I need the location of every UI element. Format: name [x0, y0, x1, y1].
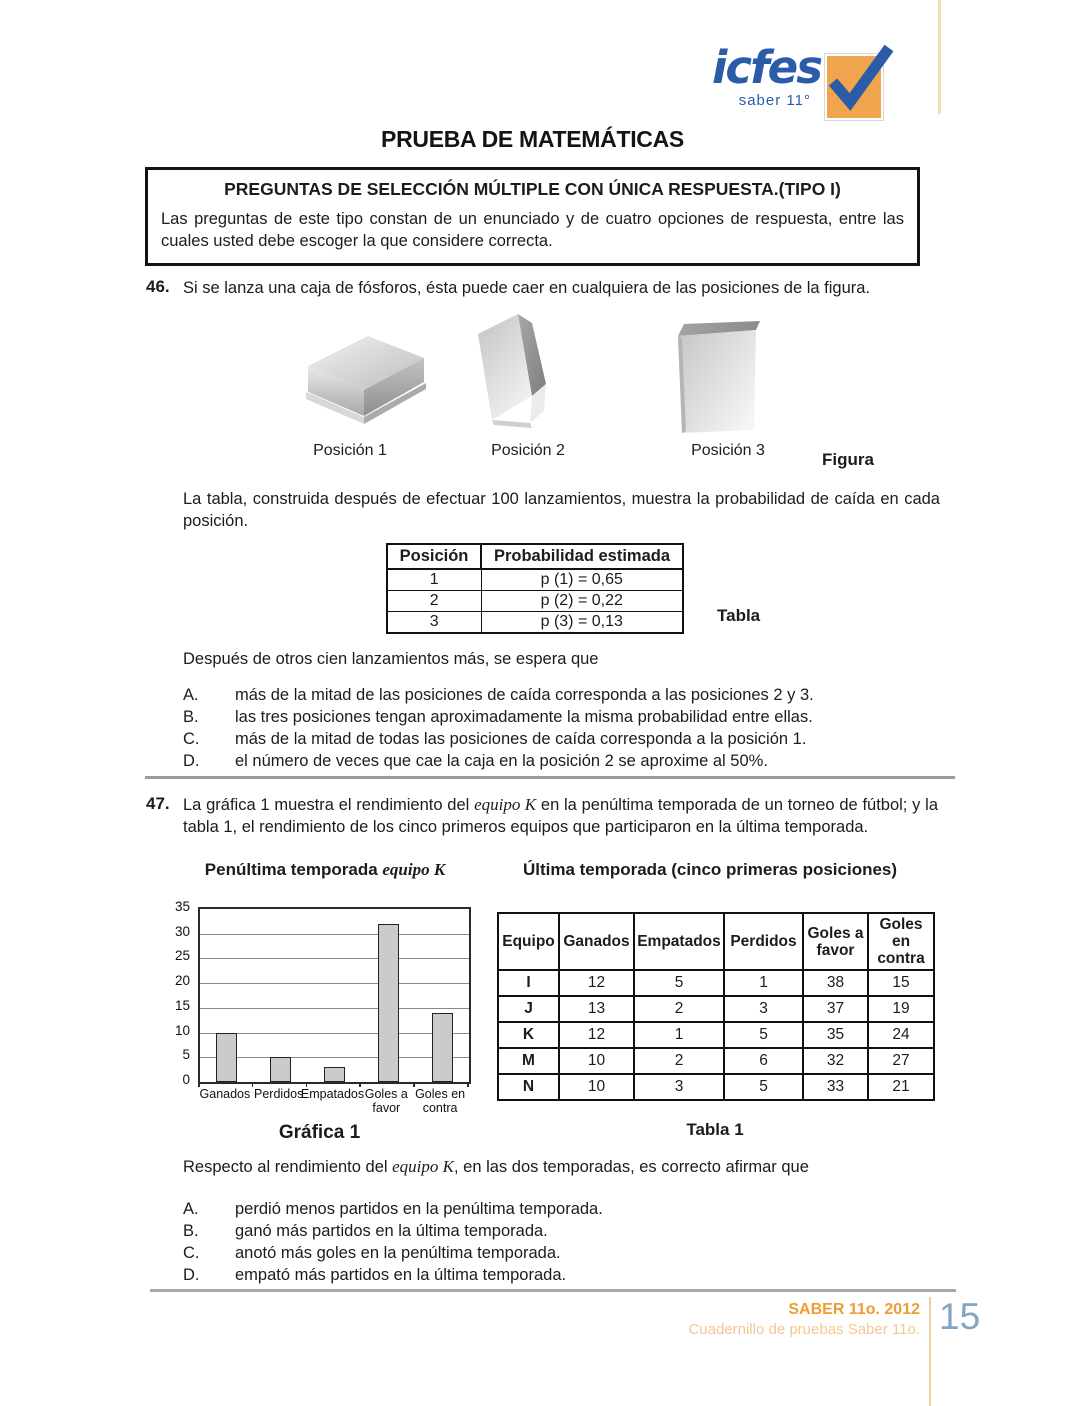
standings-header-row: [498, 913, 934, 970]
table1-caption: Tabla 1: [686, 1120, 744, 1139]
chart-ytick-label: 5: [182, 1047, 190, 1063]
option-text: el número de veces que cae la caja en la posición 2 se aproxime al 50%.: [235, 752, 768, 770]
q47-stem: [183, 1156, 940, 1178]
column-header: Empatados: [634, 913, 724, 970]
column-header: Goles a favor: [803, 913, 868, 970]
table-cell: p (1) = 0,65: [481, 569, 683, 591]
table-cell: 3: [634, 1074, 724, 1100]
table-cell: 1: [724, 970, 803, 996]
table-cell: 2: [387, 591, 481, 612]
table-cell: 12: [559, 1022, 634, 1048]
table-cell: J: [498, 996, 559, 1022]
table-heading: Última temporada (cinco primeras posiciones): [522, 860, 898, 879]
table-cell: 33: [803, 1074, 868, 1100]
chart-ytick-label: 35: [174, 899, 190, 914]
q47-options: [183, 1198, 943, 1286]
top-right-rule: [938, 0, 941, 114]
chart-xtick-label: Perdidos: [254, 1087, 304, 1101]
chart-bar-ganados: [216, 1033, 237, 1082]
option-text: más de la mitad de todas las posiciones de caída corresponda a la posición 1.: [235, 730, 807, 748]
section-divider: [145, 776, 955, 779]
chart-xtick-label: Ganados: [199, 1087, 251, 1101]
chart-ytick-label: 0: [182, 1072, 190, 1087]
matchbox-position1-figure: [292, 316, 432, 434]
table-cell: 38: [803, 970, 868, 996]
chart-xtick-label: Goles a favor: [364, 1087, 408, 1115]
chart-ytick-label: 10: [174, 1022, 190, 1038]
option-text: anotó más goles en la penúltima temporada.: [235, 1244, 561, 1262]
matchbox-position3-figure: [662, 312, 772, 434]
table-cell: 21: [868, 1074, 934, 1100]
table-row: [498, 970, 934, 996]
option-letter: C.: [183, 730, 200, 748]
footer-divider: [150, 1289, 956, 1292]
table-cell: N: [498, 1074, 559, 1100]
logo-orange-box: [825, 54, 883, 120]
column-header: Ganados: [559, 913, 634, 970]
option-c: [183, 728, 943, 750]
table-row: [387, 569, 683, 591]
chart-heading-bold: Penúltima temporada: [204, 860, 383, 879]
footer: [600, 1300, 920, 1340]
chart-ytick-label: 30: [174, 923, 190, 939]
logo-text-column: [712, 41, 821, 109]
bar-chart: [152, 898, 492, 1126]
instruction-box-title: PREGUNTAS DE SELECCIÓN MÚLTIPLE CON ÚNICA RESPUESTA.(TIPO I): [224, 179, 841, 199]
table-cell: 3: [724, 996, 803, 1022]
position2-label: Posición 2: [491, 442, 565, 459]
position3-label: Posición 3: [691, 442, 765, 459]
table-cell: 27: [868, 1048, 934, 1074]
chart-heading: [175, 860, 475, 880]
table-cell: 12: [559, 970, 634, 996]
option-a: [183, 684, 943, 706]
table-cell: 19: [868, 996, 934, 1022]
table-row: [387, 591, 683, 612]
chart-heading-italic: equipo K: [382, 860, 446, 879]
option-letter: D.: [183, 1266, 200, 1284]
table-cell: p (3) = 0,13: [481, 612, 683, 634]
q47-prompt-italic: equipo K: [474, 795, 537, 814]
option-text: más de la mitad de las posiciones de caída corresponda a las posiciones 2 y 3.: [235, 686, 814, 704]
table-cell: 32: [803, 1048, 868, 1074]
chart-bar-perdidos: [270, 1057, 291, 1082]
column-header: Equipo: [498, 913, 559, 970]
probability-table-header: Probabilidad estimada: [481, 544, 683, 569]
q47-prompt-text: en la penúltima temporada de un torneo de fútbol; y la tabla 1, el rendimiento de los cinco primeros equipos que participaron en la última temporada.: [183, 796, 939, 836]
icfes-logo: [712, 40, 922, 122]
option-letter: D.: [183, 752, 200, 770]
logo-wordmark: icfes: [712, 41, 821, 94]
chart-ytick-label: 25: [174, 948, 190, 964]
table-cell: I: [498, 970, 559, 996]
option-letter: B.: [183, 708, 199, 726]
chart-caption: Gráfica 1: [278, 1122, 361, 1143]
table-cell: 5: [634, 970, 724, 996]
option-text: empató más partidos en la última temporada.: [235, 1266, 567, 1284]
q47-stem-text: , en las dos temporadas, es correcto afirmar que: [453, 1158, 809, 1176]
table-cell: 1: [387, 569, 481, 591]
page-title: PRUEBA DE MATEMÁTICAS: [381, 126, 684, 152]
table-row: [387, 612, 683, 634]
q46-options: [183, 684, 943, 772]
option-letter: A.: [183, 1200, 199, 1218]
q47-stem-text: Respecto al rendimiento del: [183, 1158, 393, 1176]
chart-gridline: [200, 958, 469, 959]
option-text: perdió menos partidos en la penúltima temporada.: [235, 1200, 603, 1218]
table-cell: 2: [634, 996, 724, 1022]
logo-tagline: saber 11°: [738, 92, 811, 109]
table-cell: p (2) = 0,22: [481, 591, 683, 612]
option-text: ganó más partidos en la última temporada.: [235, 1222, 548, 1240]
chart-gridline: [200, 983, 469, 984]
table-cell: M: [498, 1048, 559, 1074]
footer-edition: SABER 11o. 2012: [788, 1301, 920, 1318]
option-d: [183, 1264, 943, 1286]
option-b: [183, 706, 943, 728]
table-cell: 37: [803, 996, 868, 1022]
position1-label: Posición 1: [313, 442, 387, 459]
probability-table: [386, 543, 684, 634]
q47-number: 47.: [146, 794, 170, 813]
table-cell: 24: [868, 1022, 934, 1048]
chart-gridline: [200, 1057, 469, 1058]
q46-prompt: Si se lanza una caja de fósforos, ésta puede caer en cualquiera de las posiciones de la figura.: [183, 279, 871, 297]
table-cell: 10: [559, 1074, 634, 1100]
chart-bar-goles-a-favor: [378, 924, 399, 1082]
q46-number: 46.: [146, 277, 170, 296]
chart-plot-area: [198, 907, 471, 1084]
option-letter: C.: [183, 1244, 200, 1262]
chart-ytick-label: 15: [174, 997, 190, 1013]
chart-xtick-label: Empatados: [300, 1087, 365, 1101]
footer-vertical-rule: [929, 1297, 931, 1406]
checkmark-icon: [823, 40, 897, 118]
q46-table-intro: La tabla, construida después de efectuar 100 lanzamientos, muestra la probabilidad de caída en cada posición.: [183, 490, 940, 530]
q47-prompt-text: La gráfica 1 muestra el rendimiento del: [183, 796, 475, 814]
table-cell: 15: [868, 970, 934, 996]
chart-ytick-label: 20: [174, 973, 190, 989]
matchbox-position2-figure: [468, 308, 564, 434]
option-text: las tres posiciones tengan aproximadamente la misma probabilidad entre ellas.: [235, 708, 813, 726]
table-caption: Tabla: [717, 606, 761, 625]
table-cell: 2: [634, 1048, 724, 1074]
q46-stem: Después de otros cien lanzamientos más, se espera que: [183, 650, 599, 668]
table-row: [498, 1022, 934, 1048]
option-a: [183, 1198, 943, 1220]
table-row: [498, 996, 934, 1022]
option-c: [183, 1242, 943, 1264]
option-letter: B.: [183, 1222, 199, 1240]
standings-table: [497, 912, 935, 1101]
table-cell: 3: [387, 612, 481, 634]
option-d: [183, 750, 943, 772]
page-number: 15: [939, 1296, 981, 1337]
table-cell: 35: [803, 1022, 868, 1048]
table-cell: 13: [559, 996, 634, 1022]
option-letter: A.: [183, 686, 199, 704]
option-b: [183, 1220, 943, 1242]
chart-bar-goles-en-contra: [432, 1013, 453, 1082]
column-header: Perdidos: [724, 913, 803, 970]
q47-stem-italic: equipo K: [392, 1157, 454, 1176]
chart-gridline: [200, 1033, 469, 1034]
figure-caption: Figura: [822, 450, 874, 469]
table-cell: 6: [724, 1048, 803, 1074]
chart-bar-empatados: [324, 1067, 345, 1082]
chart-xtick-label: Goles en contra: [415, 1087, 466, 1115]
probability-table-header: Posición: [387, 544, 481, 569]
chart-gridline: [200, 934, 469, 935]
table-cell: 10: [559, 1048, 634, 1074]
footer-booklet: Cuadernillo de pruebas Saber 11o.: [688, 1321, 920, 1338]
table-cell: 5: [724, 1022, 803, 1048]
q47-prompt: [183, 794, 938, 838]
table-row: [498, 1048, 934, 1074]
table-cell: 5: [724, 1074, 803, 1100]
column-header: Goles en contra: [868, 913, 934, 970]
table-cell: 1: [634, 1022, 724, 1048]
chart-xtick: [467, 1082, 469, 1087]
instruction-box: [145, 167, 920, 266]
table-row: [498, 1074, 934, 1100]
table-cell: K: [498, 1022, 559, 1048]
chart-gridline: [200, 1008, 469, 1009]
instruction-box-body: Las preguntas de este tipo constan de un enunciado y de cuatro opciones de respuesta, entre las cuales usted debe escoger la que considere correcta.: [161, 210, 904, 250]
